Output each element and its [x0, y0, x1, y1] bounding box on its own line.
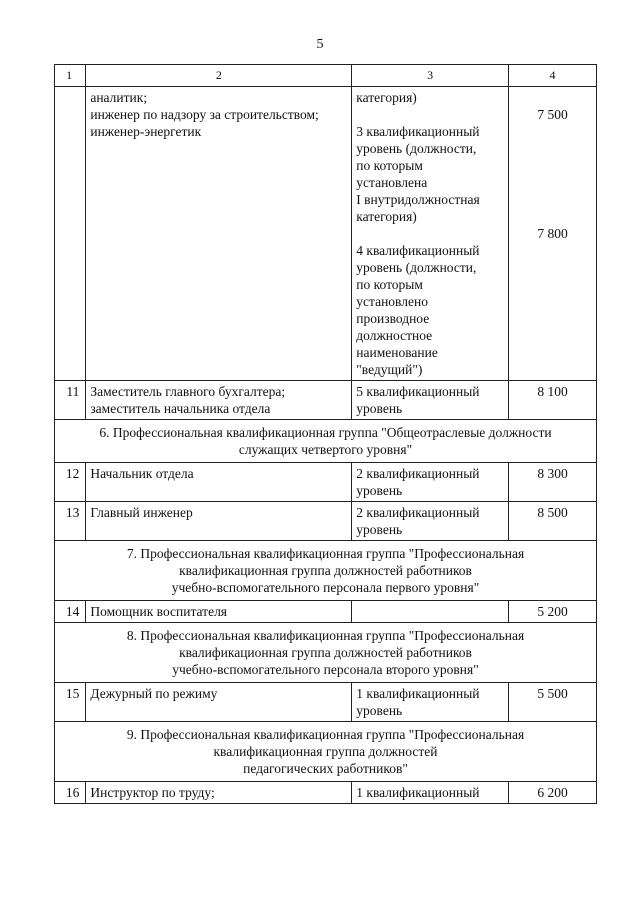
- position-name: Инструктор по труду;: [90, 785, 215, 800]
- row-number-cell: [55, 87, 86, 381]
- row-number: 16: [65, 785, 80, 800]
- level-text: категория): [356, 90, 417, 105]
- continuation-row: [55, 87, 597, 381]
- qualification-level: 2 квалификационный уровень: [356, 466, 480, 498]
- row-number: 15: [65, 686, 80, 701]
- salary-value-cell: [509, 463, 597, 502]
- position-text: аналитик; инженер по надзору за строительством; инженер-энергетик: [90, 90, 319, 139]
- group-title-text: 9. Профессиональная квалификационная группа "Профессиональная квалификационная группа должностей педагогических работников": [126, 727, 525, 776]
- table-row: [55, 502, 597, 541]
- row-number: 13: [65, 505, 80, 520]
- group-title: [55, 722, 597, 782]
- qualification-level-cell: [352, 381, 509, 420]
- salary-value-cell: [509, 601, 597, 623]
- salary-cell: [509, 87, 597, 381]
- position-cell: [86, 87, 352, 381]
- row-number-cell: [55, 683, 86, 722]
- header-col-2: 2: [86, 65, 352, 87]
- row-number-cell: [55, 381, 86, 420]
- qualification-level: 1 квалификационный уровень: [356, 686, 480, 718]
- salary-value: 6 200: [537, 785, 568, 800]
- salary-value: 8 300: [537, 466, 568, 481]
- group-title-text: 8. Профессиональная квалификационная группа "Профессиональная квалификационная группа должностей работников учебно-вспомогательного персонала второго уровня": [126, 628, 525, 677]
- salary-value-cell: [509, 782, 597, 804]
- row-number-cell: [55, 601, 86, 623]
- salary-value-cell: [509, 381, 597, 420]
- row-number-cell: [55, 502, 86, 541]
- header-col-1: 1: [55, 65, 86, 87]
- position-name-cell: [86, 601, 352, 623]
- level-cell: [352, 87, 509, 381]
- salary-table: [54, 64, 597, 804]
- group-title: [55, 623, 597, 683]
- position-name-cell: [86, 683, 352, 722]
- qualification-level: 5 квалификационный уровень: [356, 384, 480, 416]
- position-name-cell: [86, 782, 352, 804]
- page-number: 5: [316, 37, 324, 52]
- position-name: Заместитель главного бухгалтера; заместитель начальника отдела: [90, 384, 286, 416]
- table-row: [55, 463, 597, 502]
- position-name: Начальник отдела: [90, 466, 194, 481]
- level-text: 4 квалификационный уровень (должности, по которым установлено производное должностное наименование "ведущий"): [356, 243, 480, 377]
- level-text: 3 квалификационный уровень (должности, по которым установлена I внутридолжностная категория): [356, 124, 480, 224]
- qualification-level: 2 квалификационный уровень: [356, 505, 480, 537]
- qualification-level-cell: [352, 782, 509, 804]
- salary-value: 5 500: [537, 686, 568, 701]
- position-name: Помощник воспитателя: [90, 604, 228, 619]
- group-header-row: [55, 420, 597, 463]
- qualification-level-cell: [352, 683, 509, 722]
- group-title-text: 7. Профессиональная квалификационная группа "Профессиональная квалификационная группа должностей работников учебно-вспомогательного персонала первого уровня": [126, 546, 525, 595]
- row-number: 12: [65, 466, 80, 481]
- salary-value: 7 800: [537, 226, 568, 241]
- position-name-cell: [86, 381, 352, 420]
- row-number-cell: [55, 463, 86, 502]
- row-number: 14: [65, 604, 80, 619]
- salary-value: 8 500: [537, 505, 568, 520]
- salary-value-cell: [509, 683, 597, 722]
- header-row: [55, 65, 597, 87]
- qualification-level-cell: [352, 601, 509, 623]
- qualification-level: 1 квалификационный: [356, 785, 480, 800]
- group-header-row: [55, 623, 597, 683]
- position-name: Главный инженер: [90, 505, 193, 520]
- table-row: [55, 381, 597, 420]
- position-name-cell: [86, 502, 352, 541]
- position-name: Дежурный по режиму: [90, 686, 218, 701]
- table-row: [55, 601, 597, 623]
- position-name-cell: [86, 463, 352, 502]
- qualification-level-cell: [352, 463, 509, 502]
- salary-value: 8 100: [537, 384, 568, 399]
- row-number: 11: [66, 384, 80, 399]
- table-row: [55, 683, 597, 722]
- group-header-row: [55, 541, 597, 601]
- group-header-row: [55, 722, 597, 782]
- row-number-cell: [55, 782, 86, 804]
- table-row: [55, 782, 597, 804]
- salary-value: 7 500: [537, 107, 568, 122]
- salary-value-cell: [509, 502, 597, 541]
- salary-table-body: [55, 65, 597, 804]
- salary-value: 5 200: [537, 604, 568, 619]
- group-title: [55, 420, 597, 463]
- header-col-3: 3: [352, 65, 509, 87]
- qualification-level-cell: [352, 502, 509, 541]
- group-title-text: 6. Профессиональная квалификационная группа "Общеотраслевые должности служащих четвертого уровня": [99, 425, 552, 457]
- group-title: [55, 541, 597, 601]
- header-col-4: 4: [509, 65, 597, 87]
